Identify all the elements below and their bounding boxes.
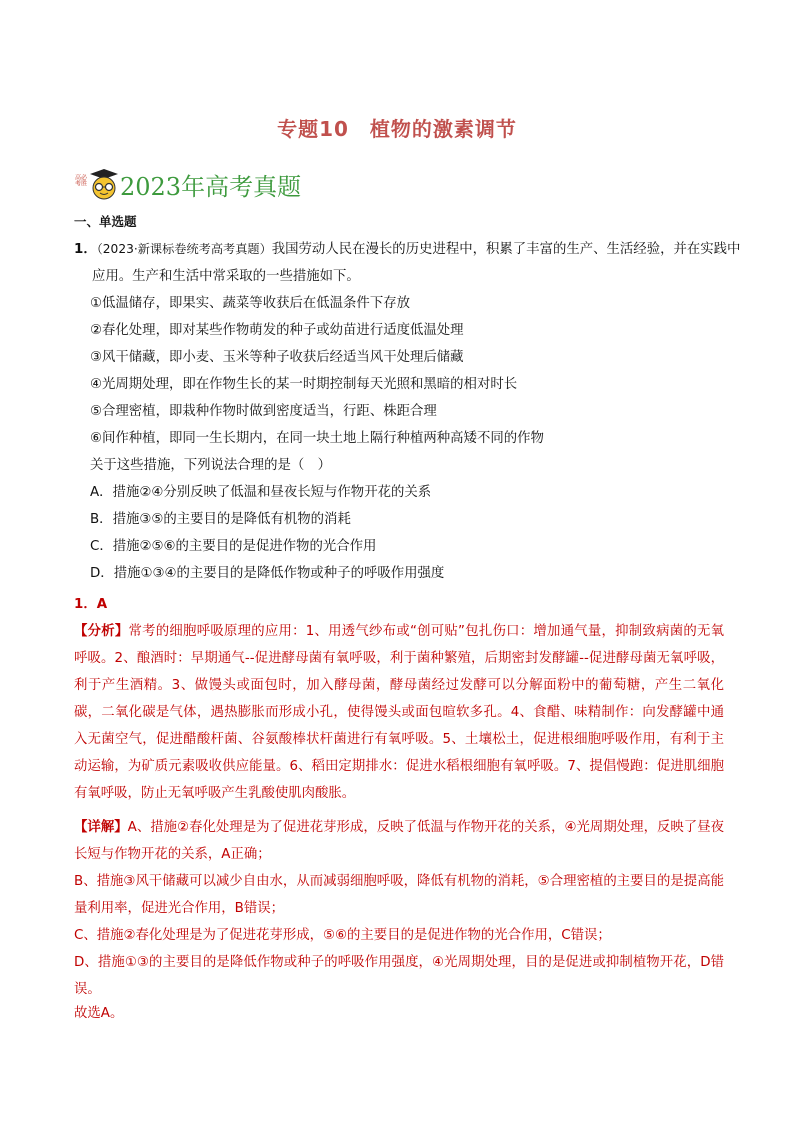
banner-title: 2023年高考真题 <box>120 172 302 201</box>
scholar-badge-icon <box>74 164 118 204</box>
question-number: 1． <box>74 242 97 257</box>
analysis-tag: 【分析】 <box>74 624 129 639</box>
measure-item: ⑥间作种植，即同一生长期内，在同一块土地上隔行种植两种高矮不同的作物 <box>90 431 544 446</box>
question-prompt: 关于这些措施，下列说法合理的是（ ） <box>90 458 332 473</box>
question-text: 我国劳动人民在漫长的历史进程中，积累了丰富的生产、生活经验，并在实践中应用。生产和生活中常采取的一些措施如下。 <box>92 242 741 284</box>
section-heading: 一、单选题 <box>74 214 137 229</box>
measure-item: ④光周期处理，即在作物生长的某一时期控制每天光照和黑暗的相对时长 <box>90 377 518 392</box>
question-source: （2023·新课标卷统考高考真题） <box>96 242 272 256</box>
measure-item: ⑤合理密植，即栽种作物时做到密度适当，行距、株距合理 <box>90 404 437 419</box>
conclusion: 故选A。 <box>74 1006 124 1021</box>
measure-item: ①低温储存，即果实、蔬菜等收获后在低温条件下存放 <box>90 296 410 311</box>
option-b: B．措施③⑤的主要目的是降低有机物的消耗 <box>90 512 351 527</box>
page-title: 专题10 植物的激素调节 <box>277 117 517 141</box>
detail-line-c: C、措施②春化处理是为了促进花芽形成，⑤⑥的主要目的是促进作物的光合作用，C错误； <box>74 928 611 943</box>
detail-line-b: B、措施③风干储藏可以减少自由水，从而减弱细胞呼吸，降低有机物的消耗，⑤合理密植的主要目的是提高能量利用率，促进光合作用，B错误； <box>74 874 724 916</box>
detail-section <box>74 814 724 1003</box>
analysis-text: 常考的细胞呼吸原理的应用：1、用透气纱布或“创可贴”包扎伤口：增加通气量，抑制致病菌的无氧呼吸。2、酿酒时：早期通气--促进酵母菌有氧呼吸，利于菌种繁殖，后期密封发酵罐--促进酵母菌无氧呼吸，利于产生酒精。3、做馒头或面包时，加入酵母菌，酵母菌经过发酵可以分解面粉中的葡萄糖，产生二氧化碳，二氧化碳是气体，遇热膨胀而形成小孔，使得馒头或面包暄软多孔。4、食醋、味精制作：向发酵罐中通入无菌空气，促进醋酸杆菌、谷氨酸棒状杆菌进行有氧呼吸。5、土壤松土，促进根细胞呼吸作用，有利于主动运输，为矿质元素吸收供应能量。6、稻田定期排水：促进水稻根细胞有氧呼吸。7、提倡慢跑：促进肌细胞有氧呼吸，防止无氧呼吸产生乳酸使肌肉酸胀。 <box>74 624 724 801</box>
analysis-paragraph <box>74 618 724 807</box>
detail-line-a: 【详解】A、措施②春化处理是为了促进花芽形成，反映了低温与作物开花的关系，④光周期处理，反映了昼夜长短与作物开花的关系，A正确； <box>74 820 725 862</box>
option-a: A．措施②④分别反映了低温和昼夜长短与作物开花的关系 <box>90 485 432 500</box>
option-c: C．措施②⑤⑥的主要目的是促进作物的光合作用 <box>90 539 377 554</box>
question-stem <box>74 236 742 290</box>
question-body <box>74 290 740 587</box>
detail-tag: 【详解】 <box>74 820 128 835</box>
detail-line-d: D、措施①③的主要目的是降低作物或种子的呼吸作用强度，④光周期处理，目的是促进或抑制植物开花，D错误。 <box>74 955 724 997</box>
measure-item: ③风干储藏，即小麦、玉米等种子收获后经适当风干处理后储藏 <box>90 350 464 365</box>
measure-item: ②春化处理，即对某些作物萌发的种子或幼苗进行适度低温处理 <box>90 323 464 338</box>
answer-key: 1．A <box>74 597 108 612</box>
section-banner <box>74 164 301 204</box>
option-d: D．措施①③④的主要目的是降低作物或种子的呼吸作用强度 <box>90 566 445 581</box>
svg-text:必胜: 必胜 <box>79 174 87 186</box>
badge-text: 高考 <box>74 174 81 186</box>
